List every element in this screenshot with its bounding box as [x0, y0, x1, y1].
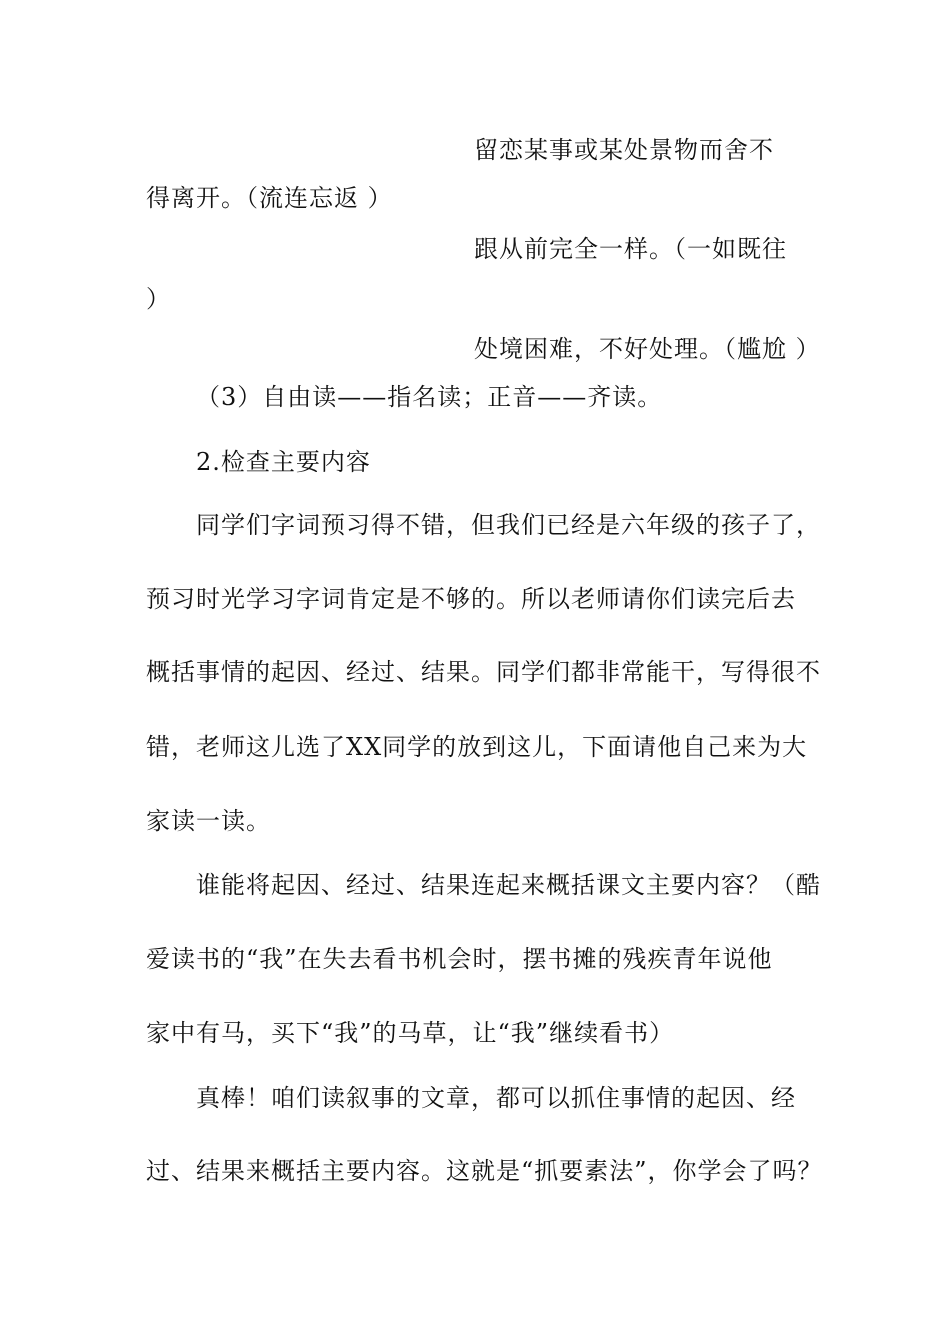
- definition-1-line-1: 留恋某事或某处景物而舍不: [474, 136, 774, 164]
- para-1-line-4: 错，老师这儿选了XX同学的放到这儿，下面请他自己来为大: [146, 733, 808, 761]
- para-1-line-1: 同学们字词预习得不错，但我们已经是六年级的孩子了，: [196, 511, 821, 539]
- definition-3-line-1: 处境困难，不好处理。（尴尬 ）: [474, 335, 821, 363]
- para-1-line-5: 家读一读。: [146, 807, 271, 835]
- para-1-line-3: 概括事情的起因、经过、结果。同学们都非常能干，写得很不: [146, 658, 821, 686]
- step-3-reading: （3）自由读——指名读；正音——齐读。: [196, 383, 663, 411]
- para-3-line-2: 过、结果来概括主要内容。这就是“抓要素法”，你学会了吗？: [146, 1157, 823, 1185]
- definition-1-line-2: 得离开。（流连忘返 ）: [146, 184, 393, 212]
- para-2-line-2: 爱读书的“我”在失去看书机会时，摆书摊的残疾青年说他: [146, 945, 773, 973]
- section-2-title: 2.检查主要内容: [196, 448, 371, 476]
- para-1-line-2: 预习时光学习字词肯定是不够的。所以老师请你们读完后去: [146, 585, 796, 613]
- definition-2-line-2: ）: [146, 285, 171, 313]
- para-2-line-1: 谁能将起因、经过、结果连起来概括课文主要内容？（酷: [196, 871, 821, 899]
- para-2-line-3: 家中有马，买下“我”的马草，让“我”继续看书）: [146, 1019, 675, 1047]
- definition-2-line-1: 跟从前完全一样。（一如既往: [474, 235, 787, 263]
- para-3-line-1: 真棒！咱们读叙事的文章，都可以抓住事情的起因、经: [196, 1084, 796, 1112]
